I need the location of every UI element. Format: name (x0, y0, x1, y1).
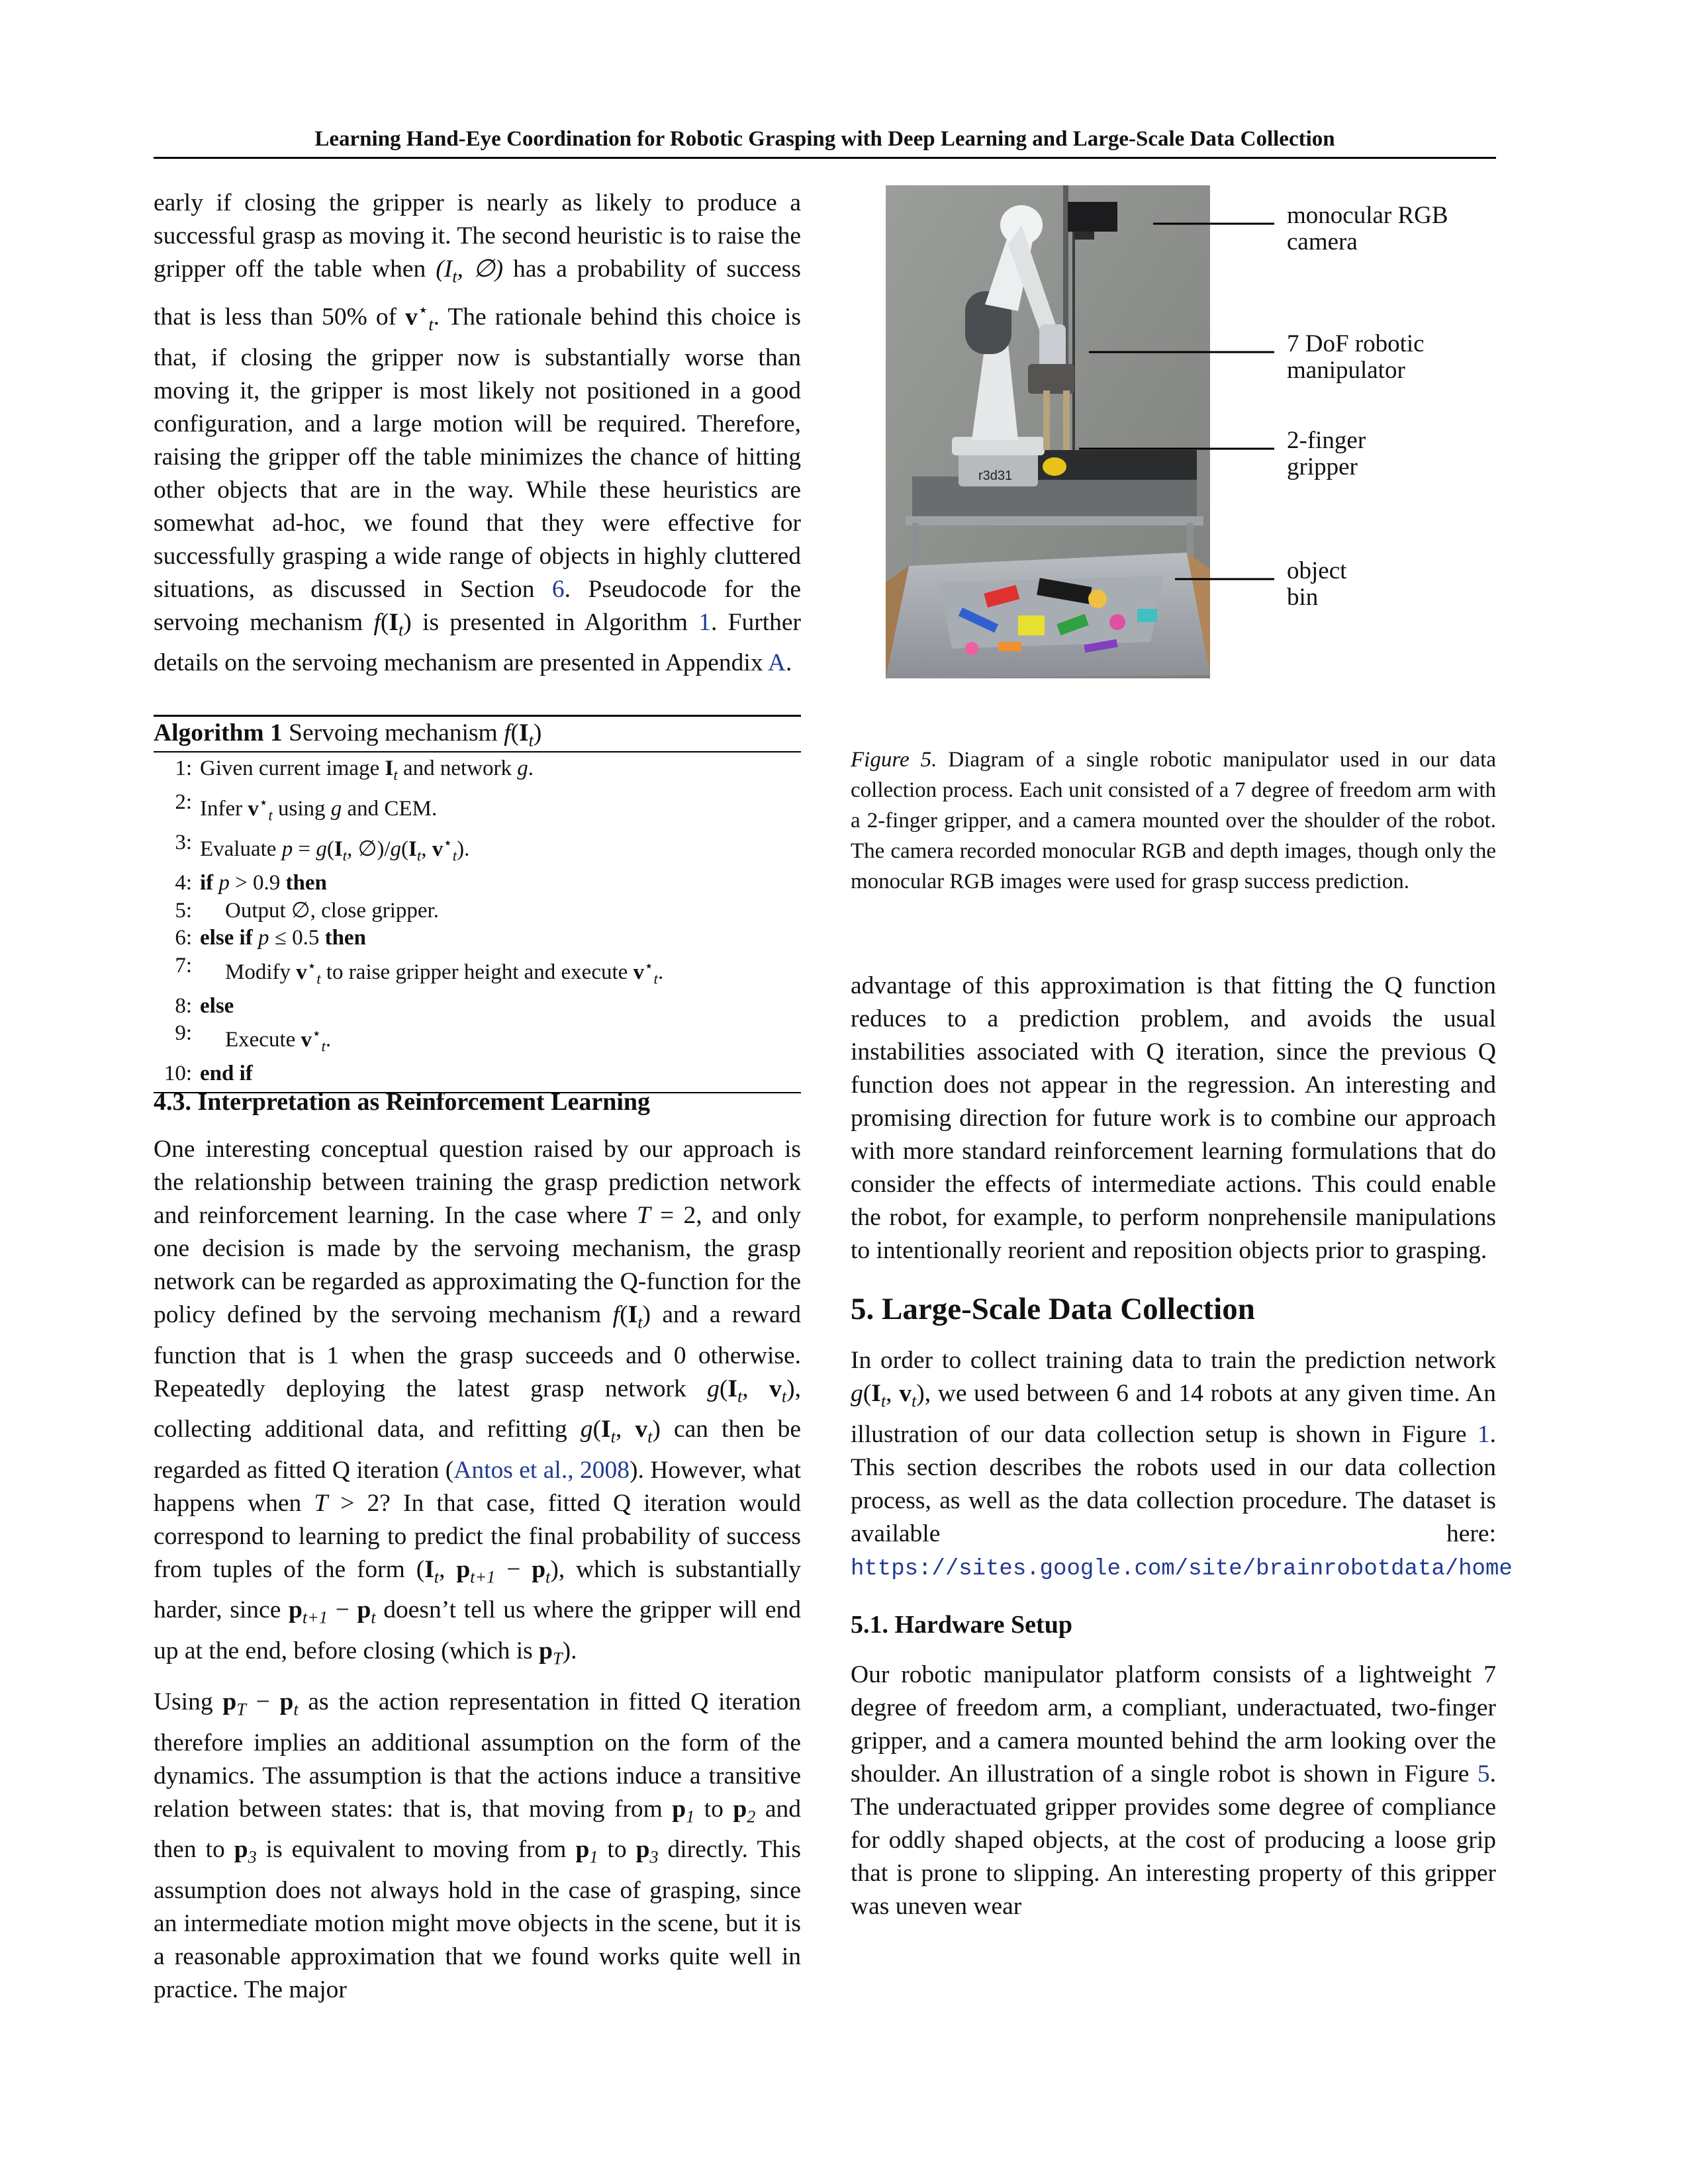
text-run: t (434, 1567, 440, 1586)
text-run: I (727, 1375, 737, 1402)
text-run: , (742, 1375, 770, 1402)
text-run: g (517, 756, 528, 780)
text-run: t (647, 1427, 653, 1447)
text-run: t (399, 620, 404, 639)
text-run: p (672, 1795, 686, 1823)
text-run: . The rationale behind this choice is that, if closing the gripper now is substantially worse than moving it, the gripper is most likely not positioned in a good configuration, and a large motion will be required. Therefore, raising the gripper off the table minimizes the chance of hitting other objects that are in the way. While these heuristics are somewhat ad-hoc, we found that they were effective for successfully grasping a wide range of objects in highly cluttered situations, as discussed in Section (154, 303, 801, 603)
text-run: . Pseudocode for the servoing mechanism (154, 575, 801, 636)
text-run: t (880, 1391, 886, 1411)
algorithm-line-number: 10: (164, 1062, 192, 1086)
text-run: p (539, 1637, 553, 1664)
text-run: I (601, 1416, 611, 1443)
text-run: if (200, 871, 214, 895)
text-run: t (610, 1427, 616, 1447)
text-run: f (612, 1301, 620, 1328)
text-run: t (393, 766, 398, 784)
algorithm-title: Servoing mechanism (282, 719, 504, 747)
algorithm-label: Algorithm 1 (154, 719, 283, 747)
text-run: p (733, 1795, 747, 1823)
text-run: 3 (649, 1847, 659, 1867)
text-run: t (781, 1387, 787, 1406)
label-camera: monocular RGB camera (1287, 202, 1448, 255)
text-run: I (519, 719, 529, 747)
text-run: https://sites.google.com/site/brainrobotdata/home (851, 1556, 1513, 1582)
text-run: p (575, 1836, 590, 1863)
text-run: . This section describes the robots used in our data collection process, as well as the data collection procedure. The dataset is available here: (851, 1420, 1496, 1547)
text-run: to (598, 1836, 636, 1863)
text-run: . (325, 1028, 332, 1052)
text-run: v (296, 960, 307, 984)
text-run: > 0.9 (229, 871, 286, 895)
text-run: f (373, 608, 381, 636)
text-run: ) (916, 1380, 925, 1407)
text-run: , (615, 1416, 635, 1443)
paragraph-hardware-setup (851, 1659, 1496, 1923)
text-run: p (289, 1596, 303, 1623)
text-run: t (452, 267, 457, 287)
figure-caption-label: Figure 5. (851, 748, 937, 772)
text-run: ( (592, 1416, 602, 1443)
text-run: 3 (248, 1847, 257, 1867)
text-run: . (528, 756, 534, 780)
text-run: , (421, 837, 432, 862)
text-run: I (871, 1380, 881, 1407)
text-run: v (633, 960, 645, 984)
text-run: > 2? In that case, fitted Q iteration would correspond to learning to predict the final probability of success from tuples of the form ( (154, 1489, 801, 1583)
algorithm-line-number: 3: (175, 831, 192, 855)
text-run: t (452, 846, 457, 864)
text-run: t (737, 1387, 743, 1406)
text-run: g (316, 837, 327, 862)
text-run: Output ∅, close gripper. (225, 898, 439, 923)
text-run: Our robotic manipulator platform consists of a lightweight 7 degree of freedom arm, a compliant, underactuated, two-finger gripper, and a camera mounted behind the arm looking over the shoulder. An illustration of a single robot is shown in Figure (851, 1661, 1496, 1788)
text-run: 2 (747, 1807, 756, 1826)
text-run: . (657, 960, 664, 984)
text-run: g (851, 1380, 863, 1407)
text-run: v (301, 1028, 312, 1052)
text-run: and network (397, 756, 518, 780)
text-run: p (218, 871, 230, 895)
text-run: t (545, 1567, 551, 1586)
text-run: ( (400, 837, 408, 862)
text-run: , ∅) (457, 255, 504, 283)
text-run: I (424, 1555, 434, 1583)
label-manipulator: 7 DoF robotic manipulator (1287, 330, 1425, 384)
text-run: p (281, 837, 293, 862)
text-run: ) (533, 719, 542, 747)
text-run: t (321, 1037, 326, 1055)
text-run: A (767, 649, 786, 676)
text-run: . The underactuated gripper provides some degree of compliance for oddly shaped objects, at the cost of producing a loose grip that is prone to slipping. An interesting property of this gripper was uneven wear (851, 1760, 1496, 1920)
text-run: 6 (551, 575, 565, 603)
section-heading-5-1: 5.1. Hardware Setup (851, 1610, 1072, 1639)
algorithm-line-number: 2: (175, 790, 192, 815)
text-run: t (342, 846, 348, 864)
text-run: Given current image (200, 756, 385, 780)
text-run: ⋆ (417, 300, 429, 320)
label-gripper: 2-finger gripper (1287, 427, 1366, 480)
text-run: ( (863, 1380, 872, 1407)
text-run: directly. This assumption does not always hold in the case of grasping, since an intermediate motion might move objects in the scene, but it is a reasonable approximation that we found works quite well in practice. The major (154, 1836, 801, 2003)
text-run: ) (786, 1375, 795, 1402)
text-run: 1 (1477, 1420, 1490, 1448)
text-run: to raise gripper height and execute (320, 960, 633, 984)
text-run: , collecting additional data, and refitting (154, 1375, 801, 1443)
text-run: v (248, 797, 259, 821)
text-run: = (293, 837, 316, 862)
text-run: I (334, 837, 343, 862)
text-run: v (405, 303, 418, 330)
text-run: ), which is substantially harder, since (154, 1555, 802, 1623)
algorithm-line-number: 5: (175, 898, 192, 923)
text-run: has a probability of success that is less than 50% of (154, 255, 801, 330)
text-run: − (328, 1596, 357, 1623)
text-run: v (769, 1375, 782, 1402)
text-run: g (707, 1375, 720, 1402)
running-header: Learning Hand-Eye Coordination for Robotic Grasping with Deep Learning and Large-Scale Data Collection (314, 127, 1335, 151)
text-run: ( (620, 1301, 628, 1328)
text-run: t+1 (302, 1608, 328, 1627)
text-run: ) (403, 608, 412, 636)
text-run: ). However, what happens when (154, 1456, 801, 1517)
text-run: Infer (200, 797, 248, 821)
text-run: = 2, and only one decision is made by the servoing mechanism, the grasp network can be regarded as approximating the Q-function for the policy defined by the servoing mechanism (154, 1202, 801, 1328)
text-run: t (653, 970, 658, 987)
text-run: p (532, 1555, 546, 1583)
text-run: is presented in Algorithm (411, 608, 699, 636)
text-run: g (330, 797, 342, 821)
text-run: then (285, 871, 327, 895)
text-run: 5 (1477, 1760, 1490, 1788)
text-run: is equivalent to moving from (256, 1836, 576, 1863)
text-run: v (899, 1380, 912, 1407)
text-run: ⋆ (306, 956, 317, 974)
text-run: v (635, 1416, 648, 1443)
figure-5-caption (851, 745, 1496, 897)
text-run: − (495, 1555, 532, 1583)
text-run: 1 (686, 1807, 695, 1826)
text-run: I (628, 1301, 638, 1328)
text-run: I (389, 608, 399, 636)
text-run: can then be regarded as fitted Q iteration ( (154, 1416, 802, 1484)
text-run: T (553, 1649, 563, 1668)
text-run: T (236, 1700, 246, 1719)
text-run: ). (562, 1637, 577, 1664)
text-run: ( (719, 1375, 728, 1402)
text-run: t (637, 1312, 643, 1332)
text-run: ( (326, 837, 334, 862)
text-run: p (635, 1836, 650, 1863)
text-run: , ∅)/ (347, 837, 391, 862)
algorithm-line-number: 4: (175, 871, 192, 895)
text-run: ⋆ (644, 956, 654, 974)
text-run: t+1 (470, 1567, 496, 1586)
text-run: , (886, 1380, 900, 1407)
text-run: t (911, 1391, 917, 1411)
text-run: ( (510, 719, 520, 747)
text-run: t (293, 1700, 299, 1719)
text-run: and a reward function that is 1 when the grasp succeeds and 0 otherwise. Repeatedly deploying the latest grasp network (154, 1301, 801, 1402)
text-run: Execute (225, 1028, 301, 1052)
text-run: − (246, 1688, 280, 1715)
text-run: ( (380, 608, 389, 636)
text-run: g (580, 1416, 593, 1443)
text-run: t (316, 970, 321, 987)
text-run: ) (642, 1301, 651, 1328)
text-run: early if closing the gripper is nearly as likely to produce a successful grasp as moving it. The second heuristic is to raise the gripper off the table when (154, 189, 801, 283)
text-run: ≤ 0.5 (269, 926, 325, 950)
text-run: (I (436, 255, 453, 283)
figure-caption-text: Diagram of a single robotic manipulator used in our data collection process. Each unit consisted of a 7 degree of freedom arm with a 2-finger gripper, and a camera mounted over the shoulder of the robot. The camera recorded monocular RGB and depth images, though only the monocular RGB images were used for grasp success prediction. (851, 748, 1496, 893)
text-run: T (314, 1489, 328, 1517)
right-column (851, 970, 1513, 1923)
text-run: ). (457, 837, 470, 862)
text-run: ⋆ (443, 834, 453, 852)
text-run: f (504, 719, 511, 747)
text-run: p (357, 1596, 371, 1623)
text-run: p (279, 1688, 294, 1715)
text-run: I (408, 837, 417, 862)
text-run: One interesting conceptual question raised by our approach is the relationship between training the grasp prediction network and reinforcement learning. In the case where (154, 1136, 801, 1229)
text-run: Antos et al., 2008 (453, 1456, 630, 1484)
text-run: and CEM. (342, 797, 438, 821)
text-run: else (200, 993, 234, 1018)
text-run: p (258, 926, 269, 950)
text-run: ⋆ (312, 1024, 322, 1042)
text-run: t (268, 806, 273, 824)
text-run: to (694, 1795, 733, 1823)
text-run: then (324, 926, 366, 950)
text-run: . (785, 649, 792, 676)
text-run: T (636, 1202, 651, 1229)
text-run: end if (200, 1062, 253, 1086)
text-run: , (439, 1555, 457, 1583)
text-run: t (428, 314, 434, 334)
text-run: and then to (154, 1795, 801, 1863)
text-run: as the action representation in fitted Q iteration therefore implies an additional assumption on the form of the dynamics. The assumption is that the actions induce a transitive relation between states: that is, that moving from (154, 1688, 801, 1823)
text-run: , we used between 6 and 14 robots at any given time. An illustration of our data collection setup is shown in Figure (851, 1380, 1496, 1448)
text-run: p (222, 1688, 237, 1715)
algorithm-line-number: 8: (175, 993, 192, 1018)
robot-marking: r3d31 (978, 469, 1013, 483)
section-heading-4-3: 4.3. Interpretation as Reinforcement Learning (154, 1088, 651, 1116)
algorithm-line-number: 6: (175, 926, 192, 950)
text-run: Evaluate (200, 837, 282, 862)
text-run: t (528, 731, 534, 751)
text-run: t (371, 1608, 376, 1627)
text-run: t (416, 846, 422, 864)
algorithm-line-number: 9: (175, 1021, 192, 1046)
text-run: Using (154, 1688, 223, 1715)
text-run: p (456, 1555, 471, 1583)
text-run: else if (200, 926, 253, 950)
algorithm-line-number: 7: (175, 953, 192, 978)
text-run: Modify (225, 960, 297, 984)
text-run: 1 (589, 1847, 598, 1867)
text-run: . Further details on the servoing mechanism are presented in Appendix (154, 608, 801, 676)
text-run: doesn’t tell us where the gripper will end up at the end, before closing (which is (154, 1596, 801, 1664)
label-object-bin: object bin (1287, 557, 1347, 611)
text-run: 1 (698, 608, 711, 636)
text-run: using (272, 797, 331, 821)
text-run: p (234, 1836, 248, 1863)
paragraph-data-collection (851, 1344, 1513, 1586)
text-run: ) (652, 1416, 661, 1443)
algorithm-line-number: 1: (175, 756, 192, 780)
text-run: g (390, 837, 401, 862)
text-run: v (432, 837, 444, 862)
paragraph-q-approximation (851, 970, 1496, 1267)
text-run: ⋆ (258, 794, 269, 811)
text-run: I (385, 756, 394, 780)
text-run: advantage of this approximation is that fitting the Q function reduces to a prediction problem, and avoids the usual instabilities associated with Q iteration, since the previous Q function does not appear in the regression. An interesting and promising direction for future work is to combine our approach with more standard reinforcement learning formulations that do consider the effects of intermediate actions. This could enable the robot, for example, to perform nonprehensile manipulations to intentionally reorient and reposition objects prior to grasping. (851, 972, 1496, 1264)
section-heading-5: 5. Large-Scale Data Collection (851, 1292, 1255, 1326)
text-run: In order to collect training data to train the prediction network (851, 1347, 1496, 1374)
